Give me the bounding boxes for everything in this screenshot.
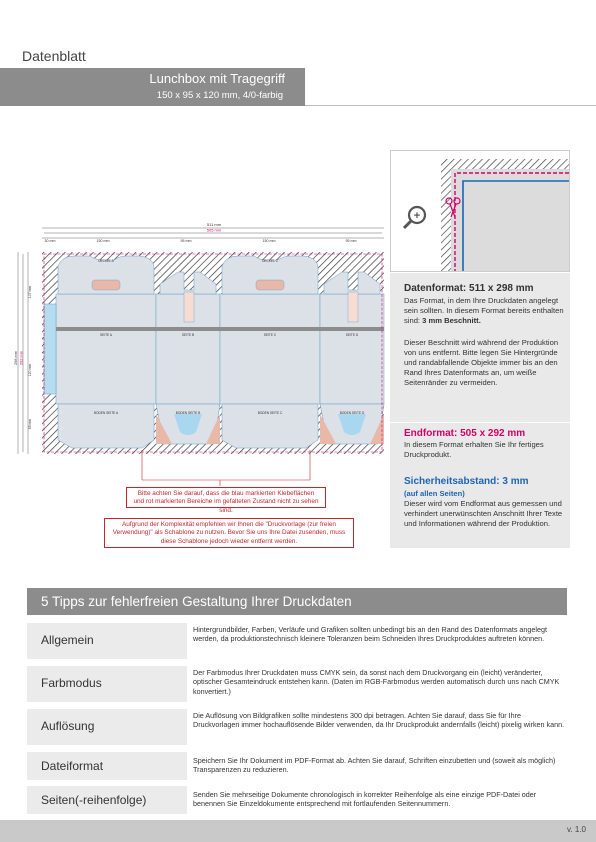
dim-vseg-3: 65 mm bbox=[28, 418, 32, 430]
label-side-a: SEITE A bbox=[99, 333, 113, 337]
label-bottom-c: BODEN SEITE C bbox=[257, 411, 283, 415]
fold-band bbox=[56, 327, 384, 331]
endformat-text: In diesem Format erhalten Sie Ihr fertiges Druckprodukt. bbox=[404, 440, 544, 459]
dim-vseg-2: 120 mm bbox=[28, 363, 32, 377]
safety-subtitle: (auf allen Seiten) bbox=[404, 489, 465, 498]
datenformat-text bbox=[404, 296, 564, 326]
label-side-b: SEITE B bbox=[181, 333, 195, 337]
datasheet-label: Datenblatt bbox=[22, 48, 86, 64]
glue-note: Bitte achten Sie darauf, dass die blau markierten Klebeflächen und rot markierten Bereiche im gefalteten Zustand nicht zu sehen sind. bbox=[126, 487, 326, 508]
dim-vseg-1: 107 mm bbox=[28, 285, 32, 299]
tips-header bbox=[27, 588, 567, 615]
handle-cutout-c bbox=[256, 280, 284, 290]
datenformat-text-1: Das Format, in dem Ihre Druckdaten angelegt sein sollten. In diesem Format bereits enthalten sind: bbox=[404, 296, 564, 325]
dim-seg-5: 95 mm bbox=[345, 239, 357, 243]
tip-label-box bbox=[27, 786, 187, 814]
preview-divider bbox=[390, 272, 570, 273]
tip-row-general bbox=[27, 623, 567, 659]
tip-text: Die Auflösung von Bildgrafiken sollte mindestens 300 dpi betragen. Achten Sie darauf, dass Sie für Ihre Druckvorlagen immer hochauflösende Bilder verwenden, da Ihr Druckprodukt andernfalls (leicht) pixelig wirken kann. bbox=[193, 711, 565, 730]
panel-side-c bbox=[220, 294, 320, 404]
preview-format bbox=[451, 169, 570, 272]
dim-seg-3: 95 mm bbox=[180, 239, 192, 243]
format-preview-graphic bbox=[391, 151, 570, 272]
product-subtitle: 150 x 95 x 120 mm, 4/0-farbig bbox=[156, 90, 283, 101]
datenformat-title: Datenformat: 511 x 298 mm bbox=[404, 283, 534, 294]
safety-text: Dieser wird vom Endformat aus gemessen und verhindert unerwünschten Anschnitt Ihrer Texte und Informationen während der Produktion. bbox=[404, 499, 563, 528]
footer-bar bbox=[0, 820, 596, 842]
tip-label: Dateiformat bbox=[41, 759, 104, 773]
product-title: Lunchbox mit Tragegriff bbox=[149, 71, 285, 86]
handle-slot-d bbox=[348, 292, 358, 322]
tips-heading: 5 Tipps zur fehlerfreien Gestaltung Ihrer Druckdaten bbox=[41, 594, 352, 609]
template-note: Aufgrund der Komplexität empfehlen wir Ihnen die "Druckvorlage (zur freien Verwendung)" als Schablone zu nutzen. Bevor Sie uns Ihre Datei zusenden, muss diese Schablone jedoch wieder entfernt werden. bbox=[104, 518, 354, 548]
tip-label-box bbox=[27, 709, 187, 745]
dim-width-total: 511 mm bbox=[206, 222, 222, 227]
tip-row-resolution bbox=[27, 709, 567, 745]
label-side-d: SEITE D bbox=[345, 333, 359, 337]
tip-text: Hintergrundbilder, Farben, Verläufe und Grafiken sollten unbedingt bis an den Rand des Datenformats angelegt werden, da produktionstechnisch kleinere Toleranzen beim Schneiden Ihres Druckproduktes auftreten können. bbox=[193, 625, 548, 644]
format-preview bbox=[390, 150, 570, 272]
label-bottom-a: BODEN SEITE A bbox=[93, 411, 119, 415]
panel-side-a bbox=[56, 294, 156, 404]
tip-text: Senden Sie mehrseitige Dokumente chronologisch in korrekter Reihenfolge als eine einzige PDF-Datei oder benennen Sie Einzeldokumente entsprechend mit fortlaufenden Seitennummern. bbox=[193, 790, 537, 809]
tip-row-fileformat bbox=[27, 752, 567, 780]
handle-cutout-a bbox=[92, 280, 120, 290]
version-label: v. 1.0 bbox=[567, 825, 586, 834]
dim-height-net: 292 mm bbox=[19, 351, 24, 365]
datenformat-bold: 3 mm Beschnitt. bbox=[422, 316, 481, 325]
product-header bbox=[0, 68, 305, 106]
tip-label-box bbox=[27, 752, 187, 780]
dim-seg-1: 30 mm bbox=[44, 239, 56, 243]
tip-text: Der Farbmodus Ihrer Druckdaten muss CMYK sein, da sonst nach dem Druckvorgang ein (leicht) veränderter, optischer Gesamteindruck entstehen kann. (Daten im RGB-Farbmodus werden automatisch durch uns nach CMYK konvertiert.) bbox=[193, 668, 560, 696]
tip-text: Speichern Sie Ihr Dokument im PDF-Format ab. Achten Sie darauf, Schriften einzubetten und (soweit als möglich) Transparenzen zu reduzieren. bbox=[193, 756, 556, 775]
dim-seg-2: 150 mm bbox=[96, 239, 110, 243]
label-bottom-d: BODEN SEITE D bbox=[339, 411, 365, 415]
tip-label: Farbmodus bbox=[41, 676, 102, 690]
label-lid-c: DECKEL C bbox=[262, 259, 278, 263]
tip-row-pageorder bbox=[27, 786, 567, 814]
tip-label: Allgemein bbox=[41, 633, 94, 647]
handle-slot-b bbox=[184, 292, 194, 322]
tip-label-box bbox=[27, 623, 187, 659]
tip-label: Auflösung bbox=[41, 719, 95, 733]
tip-label: Seiten(-reihenfolge) bbox=[41, 793, 147, 807]
zoom-icon-handle bbox=[404, 221, 411, 228]
label-lid-a: DECKEL A bbox=[98, 259, 114, 263]
dim-seg-4: 150 mm bbox=[262, 239, 276, 243]
label-bottom-b: BODEN SEITE B bbox=[175, 411, 201, 415]
endformat-title: Endformat: 505 x 292 mm bbox=[404, 428, 526, 439]
glue-flap-left bbox=[44, 304, 56, 394]
label-side-c: SEITE C bbox=[263, 333, 277, 337]
zoom-plus-icon: + bbox=[413, 210, 421, 222]
dim-width-net: 505 mm bbox=[206, 227, 222, 233]
info-separator-2 bbox=[390, 566, 570, 567]
datenformat-text-2: Dieser Beschnitt wird während der Produktion von uns entfernt. Bitte legen Sie Hintergründe und randabfallende Objekte immer bis an den Rand Ihres Datenformats an, um weiße Seitenränder zu vermeiden. bbox=[404, 338, 559, 387]
safety-title: Sicherheitsabstand: 3 mm bbox=[404, 476, 529, 487]
header-divider bbox=[305, 105, 596, 106]
tip-label-box bbox=[27, 666, 187, 702]
datasheet-tab bbox=[0, 46, 118, 69]
dim-height-total: 298 mm bbox=[14, 351, 18, 365]
tip-row-colormode bbox=[27, 666, 567, 702]
info-separator-1 bbox=[390, 422, 570, 423]
